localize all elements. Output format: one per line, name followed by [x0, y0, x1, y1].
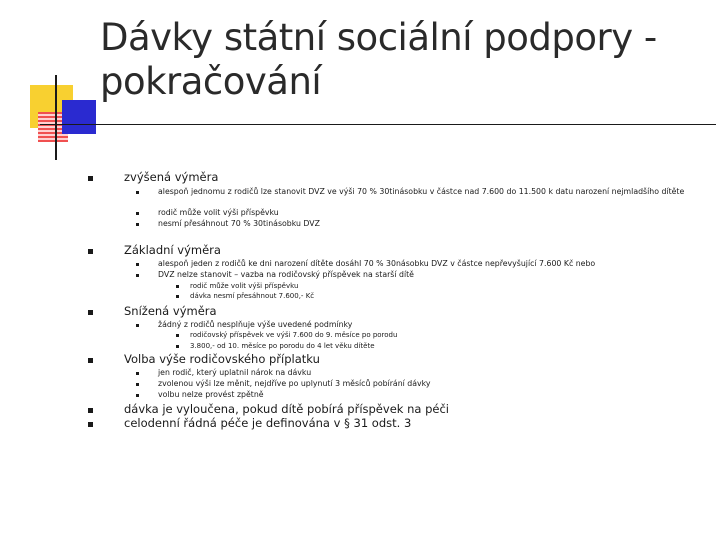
- bullet-zakladni-item-1: alespoň jeden z rodičů ke dni narození dítěte dosáhl 70 % 30násobku DVZ v částce nepřevyšující 7.600 Kč nebo: [158, 259, 698, 269]
- bullet-davka-vyloucena: dávka je vyloučena, pokud dítě pobírá příspěvek na péči: [124, 402, 449, 416]
- decor-horizontal-line: [40, 124, 716, 125]
- title-line-2: pokračování: [100, 60, 322, 103]
- bullet-celodenni-pece: celodenní řádná péče je definována v § 31 odst. 3: [124, 416, 411, 430]
- square-bullet-icon: [136, 263, 139, 266]
- square-bullet-icon: [176, 285, 179, 288]
- bullet-zvysena: zvýšená výměra: [124, 170, 218, 184]
- bullet-zakladni-item-2: DVZ nelze stanovit – vazba na rodičovský příspěvek na starší dítě: [158, 270, 414, 280]
- bullet-zakladni-sub-1: rodič může volit výši příspěvku: [190, 282, 298, 291]
- bullet-zvysena-item-3: nesmí přesáhnout 70 % 30tinásobku DVZ: [158, 219, 320, 229]
- square-bullet-icon: [88, 249, 93, 254]
- bullet-snizena-sub-2: 3.800,- od 10. měsíce po porodu do 4 let věku dítěte: [190, 342, 375, 351]
- bullet-volba-item-3: volbu nelze provést zpětně: [158, 390, 264, 400]
- slide-title: [100, 16, 710, 104]
- bullet-zvysena-item-1: alespoň jednomu z rodičů lze stanovit DVZ ve výši 70 % 30tinásobku v částce nad 7.600 do 11.500 k datu narození nejmladšího dítěte: [158, 187, 698, 197]
- square-bullet-icon: [176, 345, 179, 348]
- bullet-volba-item-2: zvolenou výši lze měnit, nejdříve po uplynutí 3 měsíců pobírání dávky: [158, 379, 431, 389]
- square-bullet-icon: [88, 408, 93, 413]
- decor-blue-square: [62, 100, 96, 134]
- square-bullet-icon: [88, 422, 93, 427]
- bullet-snizena-item-1: žádný z rodičů nesplňuje výše uvedené podmínky: [158, 320, 352, 330]
- square-bullet-icon: [136, 274, 139, 277]
- bullet-snizena: Snížená výměra: [124, 304, 217, 318]
- title-line-1: Dávky státní sociální podpory -: [100, 16, 657, 59]
- bullet-zvysena-item-2: rodič může volit výši příspěvku: [158, 208, 279, 218]
- square-bullet-icon: [136, 372, 139, 375]
- square-bullet-icon: [176, 295, 179, 298]
- square-bullet-icon: [176, 334, 179, 337]
- square-bullet-icon: [136, 394, 139, 397]
- square-bullet-icon: [136, 324, 139, 327]
- square-bullet-icon: [88, 176, 93, 181]
- square-bullet-icon: [136, 223, 139, 226]
- square-bullet-icon: [136, 383, 139, 386]
- bullet-zakladni-sub-2: dávka nesmí přesáhnout 7.600,- Kč: [190, 292, 314, 301]
- square-bullet-icon: [88, 310, 93, 315]
- bullet-volba-item-1: jen rodič, který uplatnil nárok na dávku: [158, 368, 311, 378]
- square-bullet-icon: [136, 191, 139, 194]
- decor-vertical-line: [55, 75, 57, 160]
- bullet-snizena-sub-1: rodičovský příspěvek ve výši 7.600 do 9. měsíce po porodu: [190, 331, 397, 340]
- bullet-zakladni: Základní výměra: [124, 243, 221, 257]
- square-bullet-icon: [88, 358, 93, 363]
- square-bullet-icon: [136, 212, 139, 215]
- bullet-volba: Volba výše rodičovského příplatku: [124, 352, 320, 366]
